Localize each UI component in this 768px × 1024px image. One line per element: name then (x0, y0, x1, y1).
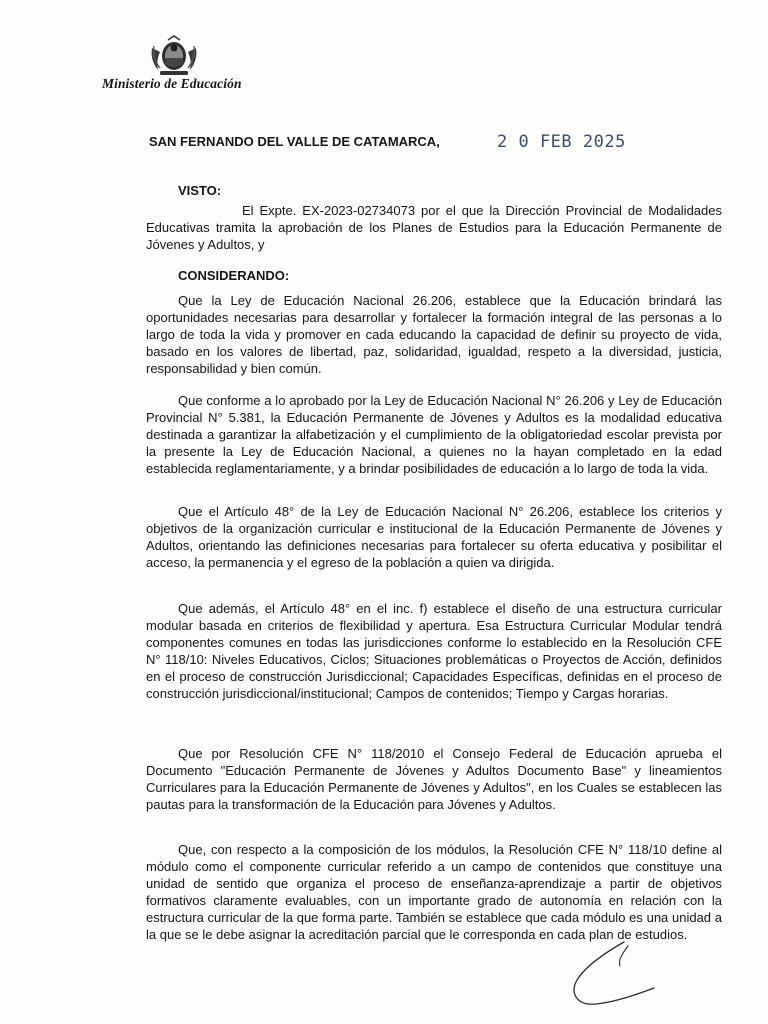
signature-mark (562, 936, 672, 1016)
ministry-name: Ministerio de Educación (102, 76, 242, 91)
considerando-paragraph-2: Que conforme a lo aprobado por la Ley de Educación Nacional N° 26.206 y Ley de Educación Provincial N° 5.381, la Educación Permanente de Jóvenes y Adultos es la modalidad educativa destinada a garantizar la alfabetización y el cumplimiento de la obligatoriedad escolar prevista por la presente la Ley de Educación Nacional, a quienes no la hayan completado en la edad establecida reglamentariamente, y a brindar posibilidades de educación a lo largo de toda la vida. (146, 393, 722, 477)
considerando-paragraph-3: Que el Artículo 48° de la Ley de Educación Nacional N° 26.206, establece los criterios y objetivos de la organización curricular e institucional de la Educación Permanente de Jóvenes y Adultos, orientando las definiciones necesarias para fortalecer su oferta educativa y posibilitar el acceso, la permanencia y el egreso de la población a quien va dirigida. (146, 504, 722, 571)
considerando-paragraph-1: Que la Ley de Educación Nacional 26.206, establece que la Educación brindará las oportunidades necesarias para desarrollar y fortalecer la formación integral de las personas a lo largo de toda la vida y promover en cada educando la capacidad de definir su proyecto de vida, basado en los valores de libertad, paz, solidaridad, igualdad, respeto a la diversidad, justicia, responsabilidad y bien común. (146, 293, 722, 377)
considerando-paragraph-5: Que por Resolución CFE N° 118/2010 el Consejo Federal de Educación aprueba el Documento "Educación Permanente de Jóvenes y Adultos Documento Base" y lineamientos Curriculares para la Educación Permanente de Jóvenes y Adultos", en los Cuales se establecen las pautas para la transformación de la Educación para Jóvenes y Adultos. (146, 746, 722, 813)
place-heading: SAN FERNANDO DEL VALLE DE CATAMARCA, (149, 134, 440, 149)
coat-of-arms-icon (148, 34, 200, 78)
considerando-heading: CONSIDERANDO: (178, 268, 290, 283)
visto-heading: VISTO: (178, 183, 222, 198)
considerando-paragraph-6: Que, con respecto a la composición de los módulos, la Resolución CFE N° 118/10 define al módulo como el componente curricular referido a un campo de contenidos que constituye una unidad de sentido que organiza el proceso de enseñanza-aprendizaje a partir de objetivos formativos claramente evaluables, con un importante grado de autonomía en relación con la estructura curricular de la que forma parte. También se establece que cada módulo es una unidad a la que se le debe asignar la acreditación parcial que le corresponda en cada plan de estudios. (146, 842, 722, 943)
date-stamp: 2 0 FEB 2025 (497, 132, 626, 152)
visto-paragraph: El Expte. EX-2023-02734073 por el que la Dirección Provincial de Modalidades Educativas tramita la aprobación de los Planes de Estudios para la Educación Permanente de Jóvenes y Adultos, y (146, 203, 722, 253)
considerando-paragraph-4: Que además, el Artículo 48° en el inc. f) establece el diseño de una estructura curricular modular basada en criterios de flexibilidad y apertura. Esa Estructura Curricular Modular tendrá componentes comunes en todas las jurisdicciones conforme lo establecido en la Resolución CFE N° 118/10: Niveles Educativos, Ciclos; Situaciones problemáticas o Proyectos de Acción, definidos en el proceso de construcción Jurisdiccional; Capacidades Específicas, definidas en el proceso de construcción jurisdiccional/institucional; Campos de contenidos; Tiempo y Cargas horarias. (146, 601, 722, 702)
